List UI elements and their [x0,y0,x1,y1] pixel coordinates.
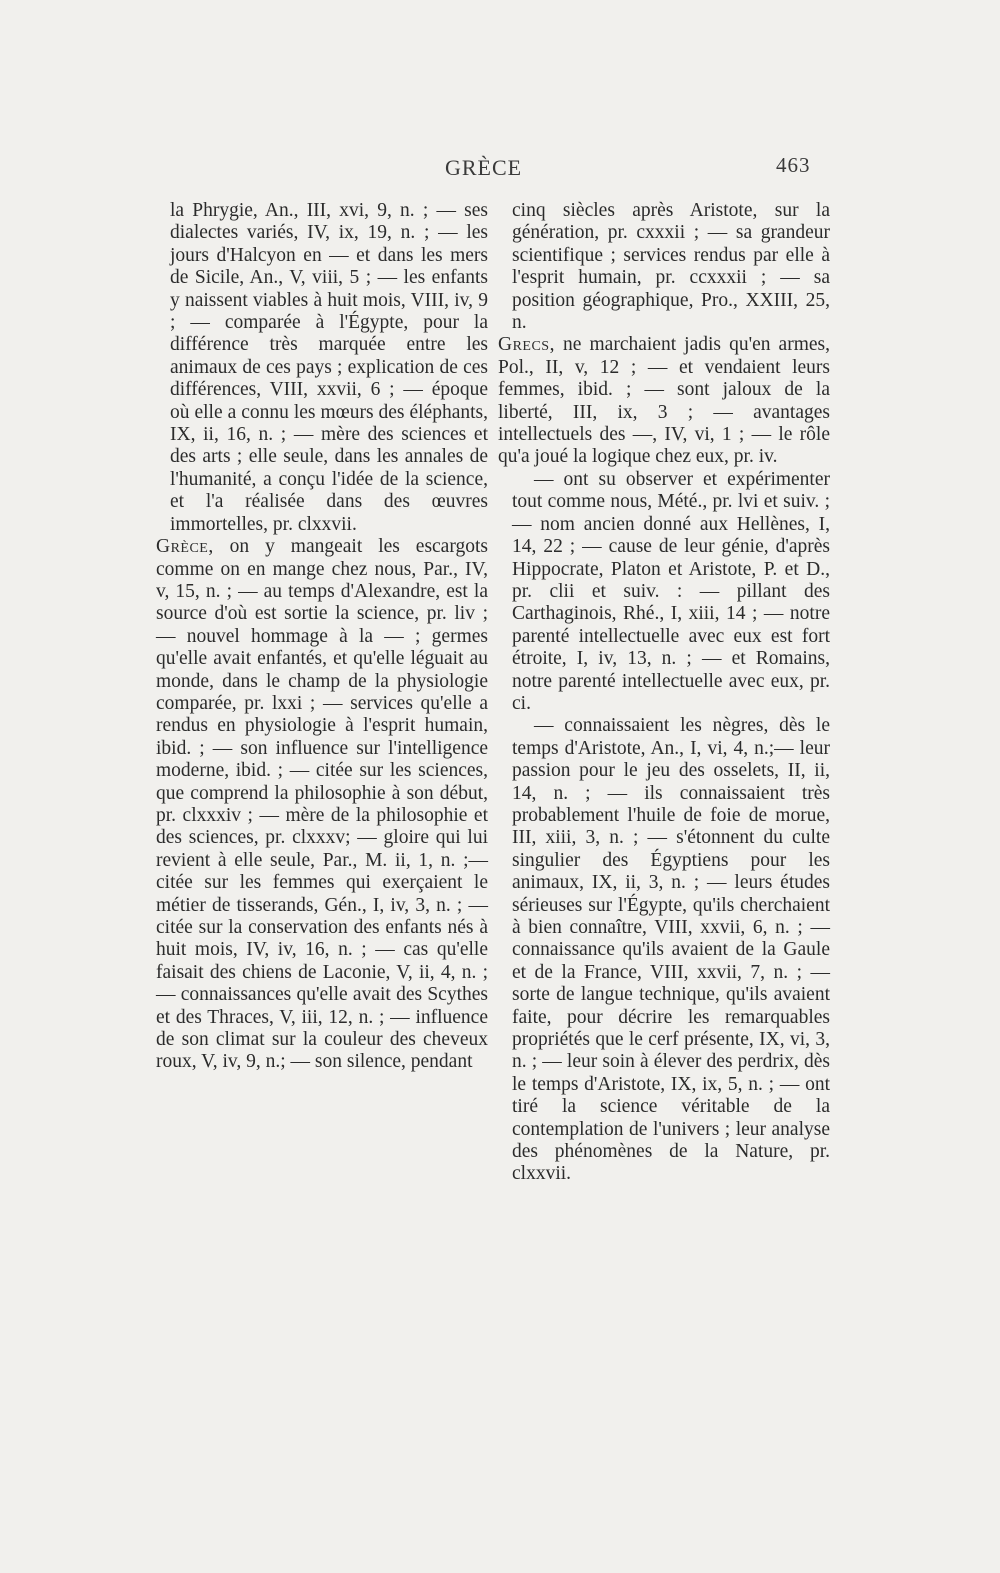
entry-headword: Grèce, [156,536,214,558]
entry-body: ne marchaient jadis qu'en armes, Pol., II, v, 12 ; — et vendaient leurs femmes, ibid. ; — sont jaloux de la liberté, III, ix, 3 ; — avantages intellectuels des —, IV, vi, 1 ; — le rôle qu'a joué la logique chez eux, pr. iv. [498,334,830,468]
page-title: GRÈCE [445,155,523,180]
index-entry-grece [156,536,488,1074]
entry-headword: Grecs, [498,334,555,356]
index-entry-grecs [498,334,830,468]
index-subentry: — connaissaient les nègres, dès le temps d'Aristote, An., I, vi, 4, n.;— leur passion pour le jeu des osselets, II, ii, 14, n. ; — ils connaissaient très probablement l'huile de foie de morue, III, xiii, 3, n. ; — s'étonnent du culte singulier des Égyptiens pour les animaux, IX, ii, 3, n. ; — leurs études sérieuses sur l'Égypte, qu'ils cherchaient à bien connaître, VIII, xxvii, 6, n. ; — connaissance qu'ils avaient de la Gaule et de la France, VIII, xxvii, 7, n. ; — sorte de langue technique, qu'ils avaient faite, pour décrire les remarquables propriétés que le cerf présente, IX, vi, 3, n. ; — leur soin à élever des perdrix, dès le temps d'Aristote, IX, ix, 5, n. ; — ont tiré la science véritable de la contemplation de l'univers ; leur analyse des phénomènes de la Nature, pr. clxxvii. [512,715,830,1185]
page-number: 463 [776,153,811,177]
left-column [156,200,488,1074]
index-subentry: — ont su observer et expérimenter tout comme nous, Mété., pr. lvi et suiv. ; — nom ancien donné aux Hellènes, I, 14, 22 ; — cause de leur génie, d'après Hippocrate, Platon et Aristote, P. et D., pr. clii et suiv. : — pillant des Carthaginois, Rhé., I, xiii, 14 ; — notre parenté intellectuelle avec eux est fort étroite, I, iv, 13, n. ; — et Romains, notre parenté intellectuelle avec eux, pr. ci. [512,468,830,714]
right-column [498,200,830,1186]
entry-body: on y mangeait les escargots comme on en mange chez nous, Par., IV, v, 15, n. ; — au temps d'Alexandre, est la source d'où est sortie la science, pr. liv ; — nouvel hommage à la — ; germes qu'elle avait enfantés, et qu'elle léguait au monde, dans le champ de la physiologie comparée, pr. lxxi ; — services qu'elle a rendus en physiologie à l'esprit humain, ibid. ; — son influence sur l'intelligence moderne, ibid. ; — citée sur les sciences, que comprend la philosophie à son début, pr. clxxxiv ; — mère de la philosophie et des sciences, pr. clxxxv; — gloire qui lui revient à elle seule, Par., M. ii, 1, n. ;— citée sur les femmes qui exerçaient le métier de tisserands, Gén., I, iv, 3, n. ; — citée sur la conservation des enfants nés à huit mois, IV, iv, 16, n. ; — cas qu'elle faisait des chiens de Laconie, V, ii, 4, n. ; — connaissances qu'elle avait des Scythes et des Thraces, V, iii, 12, n. ; — influence de son climat sur la couleur des cheveux roux, V, iv, 9, n.; — son silence, pendant [156,536,488,1073]
index-entry-continuation: cinq siècles après Aristote, sur la génération, pr. cxxxii ; — sa grandeur scientifique ; services rendus par elle à l'esprit humain, pr. ccxxxii ; — sa position géographique, Pro., XXIII, 25, n. [512,200,830,334]
index-entry-continuation: la Phrygie, An., III, xvi, 9, n. ; — ses dialectes variés, IV, ix, 19, n. ; — les jours d'Halcyon en — et dans les mers de Sicile, An., V, viii, 5 ; — les enfants y naissent viables à huit mois, VIII, iv, 9 ; — comparée à l'Égypte, pour la différence très marquée entre les animaux de ces pays ; explication de ces différences, VIII, xxvii, 6 ; — époque où elle a connu les mœurs des éléphants, IX, ii, 16, n. ; — mère des sciences et des arts ; elle seule, dans les annales de l'humanité, a conçu l'idée de la science, et l'a réalisée dans des œuvres immortelles, pr. clxxvii. [170,200,488,535]
